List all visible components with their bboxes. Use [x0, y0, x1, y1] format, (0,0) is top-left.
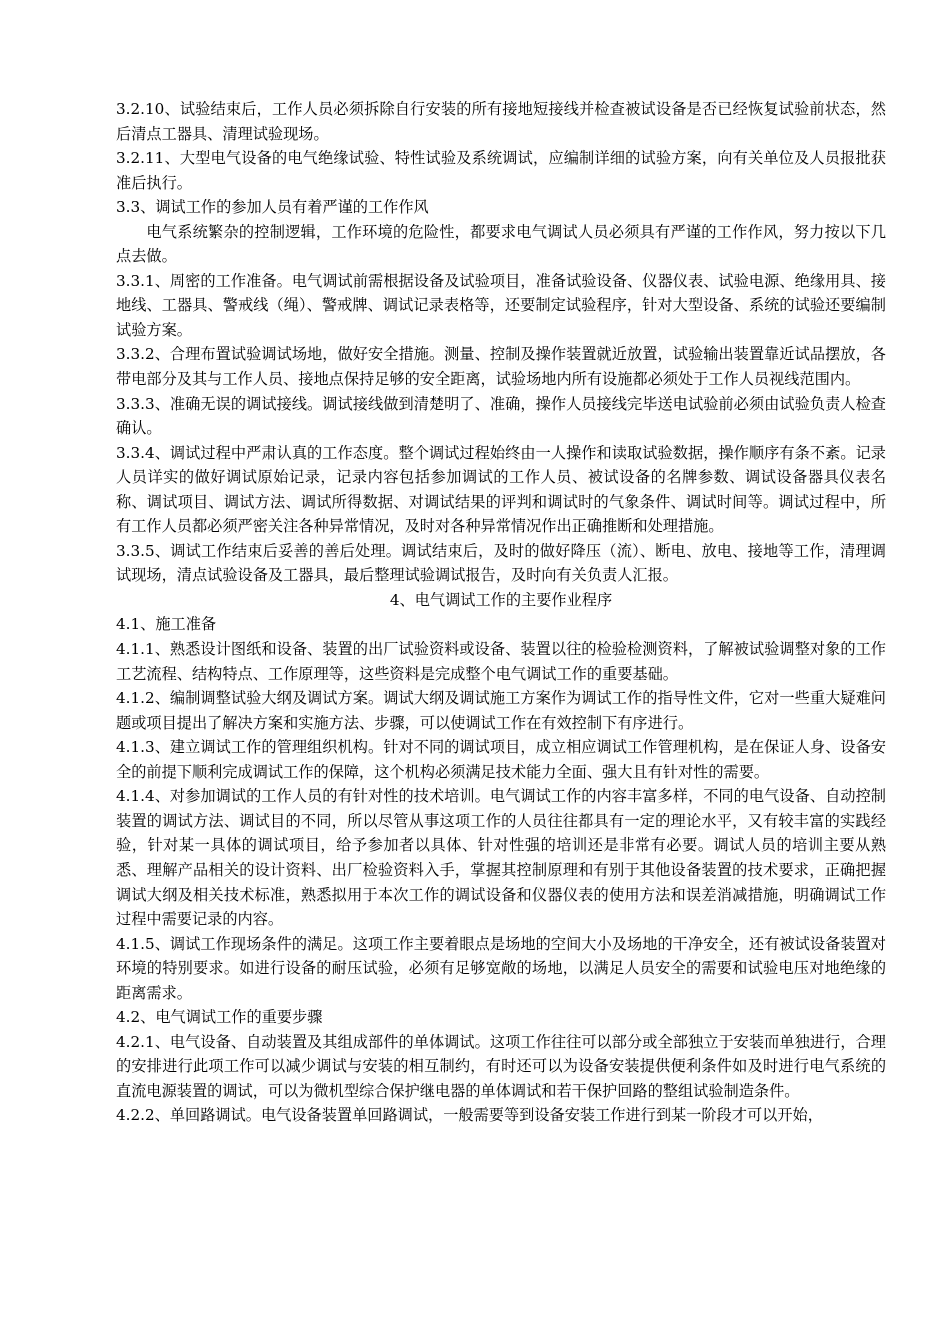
paragraph-3-3-2: 3.3.2、合理布置试验调试场地，做好安全措施。测量、控制及操作装置就近放置，试验输出装置靠近试品摆放，各带电部分及其与工作人员、接地点保持足够的安全距离，试验场地内所有设施都必须处于工作人员视线范围内。	[116, 345, 886, 389]
document-page	[116, 97, 886, 1128]
paragraph-4-2-2: 4.2.2、单回路调试。电气设备装置单回路调试，一般需要等到设备安装工作进行到某一阶段才可以开始，	[116, 1106, 823, 1125]
paragraph-3-3-5: 3.3.5、调试工作结束后妥善的善后处理。调试结束后，及时的做好降压（流）、断电、放电、接地等工作，清理调试现场，清点试验设备及工器具，最后整理试验调试报告，及时向有关负责人汇报。	[116, 541, 886, 585]
heading-4-1: 4.1、施工准备	[116, 615, 217, 634]
heading-4-2: 4.2、电气调试工作的重要步骤	[116, 1008, 323, 1027]
paragraph-3-3-1: 3.3.1、周密的工作准备。电气调试前需根据设备及试验项目，准备试验设备、仪器仪表、试验电源、绝缘用具、接地线、工器具、警戒线（绳）、警戒牌、调试记录表格等，还要制定试验程序，针对大型设备、系统的试验还要编制试验方案。	[116, 271, 886, 339]
paragraph-3-3-3: 3.3.3、准确无误的调试接线。调试接线做到清楚明了、准确，操作人员接线完毕送电试验前必须由试验负责人检查确认。	[116, 394, 886, 438]
heading-3-3: 3.3、调试工作的参加人员有着严谨的工作作风	[116, 198, 429, 217]
paragraph-3-3-4: 3.3.4、调试过程中严肃认真的工作态度。整个调试过程始终由一人操作和读取试验数据，操作顺序有条不紊。记录人员详实的做好调试原始记录，记录内容包括参加调试的工作人员、被试设备的名牌参数、调试设备器具仪表名称、调试项目、调试方法、调试所得数据、对调试结果的评判和调试时的气象条件、调试时间等。调试过程中，所有工作人员都必须严密关注各种异常情况，及时对各种异常情况作出正确推断和处理措施。	[116, 443, 886, 536]
paragraph-4-1-5: 4.1.5、调试工作现场条件的满足。这项工作主要着眼点是场地的空间大小及场地的干净安全，还有被试设备装置对环境的特别要求。如进行设备的耐压试验，必须有足够宽敞的场地，以满足人员安全的需要和试验电压对地绝缘的距离需求。	[116, 934, 886, 1002]
paragraph-4-1-3: 4.1.3、建立调试工作的管理组织机构。针对不同的调试项目，成立相应调试工作管理机构，是在保证人身、设备安全的前提下顺利完成调试工作的保障，这个机构必须满足技术能力全面、强大且有针对性的需要。	[116, 738, 886, 781]
section-heading-4: 4、电气调试工作的主要作业程序	[389, 590, 613, 609]
paragraph-4-1-4: 4.1.4、对参加调试的工作人员的有针对性的技术培训。电气调试工作的内容丰富多样，不同的电气设备、自动控制装置的调试方法、调试目的不同，所以尽管从事这项工作的人员往往都具有一定的理论水平，又有较丰富的实践经验，针对某一具体的调试项目，给予参加者以具体、针对性强的培训还是非常有必要。调试人员的培训主要从熟悉、理解产品相关的设计资料、出厂检验资料入手，掌握其控制原理和有别于其他设备装置的技术要求，正确把握调试大纲及相关技术标准，熟悉拟用于本次工作的调试设备和仪器仪表的使用方法和误差消减措施，明确调试工作过程中需要记录的内容。	[116, 787, 886, 929]
paragraph-3-2-11: 3.2.11、大型电气设备的电气绝缘试验、特性试验及系统调试，应编制详细的试验方案，向有关单位及人员报批获准后执行。	[116, 149, 886, 192]
paragraph-4-1-2: 4.1.2、编制调整试验大纲及调试方案。调试大纲及调试施工方案作为调试工作的指导性文件，它对一些重大疑难问题或项目提出了解决方案和实施方法、步骤，可以使调试工作在有效控制下有序进行。	[116, 689, 886, 732]
paragraph-4-2-1: 4.2.1、电气设备、自动装置及其组成部件的单体调试。这项工作往往可以部分或全部独立于安装而单独进行，合理的安排进行此项工作可以减少调试与安装的相互制约，有时还可以为设备安装提供便利条件如及时进行电气系统的直流电源装置的调试，可以为微机型综合保护继电器的单体调试和若干保护回路的整组试验制造条件。	[116, 1032, 886, 1100]
paragraph-intro: 电气系统繁杂的控制逻辑，工作环境的危险性，都要求电气调试人员必须具有严谨的工作作风，努力按以下几点去做。	[116, 222, 886, 266]
paragraph-3-2-10: 3.2.10、试验结束后，工作人员必须拆除自行安装的所有接地短接线并检查被试设备是否已经恢复试验前状态，然后清点工器具、清理试验现场。	[116, 100, 886, 143]
paragraph-4-1-1: 4.1.1、熟悉设计图纸和设备、装置的出厂试验资料或设备、装置以往的检验检测资料，了解被试验调整对象的工作工艺流程、结构特点、工作原理等，这些资料是完成整个电气调试工作的重要基础。	[116, 640, 886, 683]
